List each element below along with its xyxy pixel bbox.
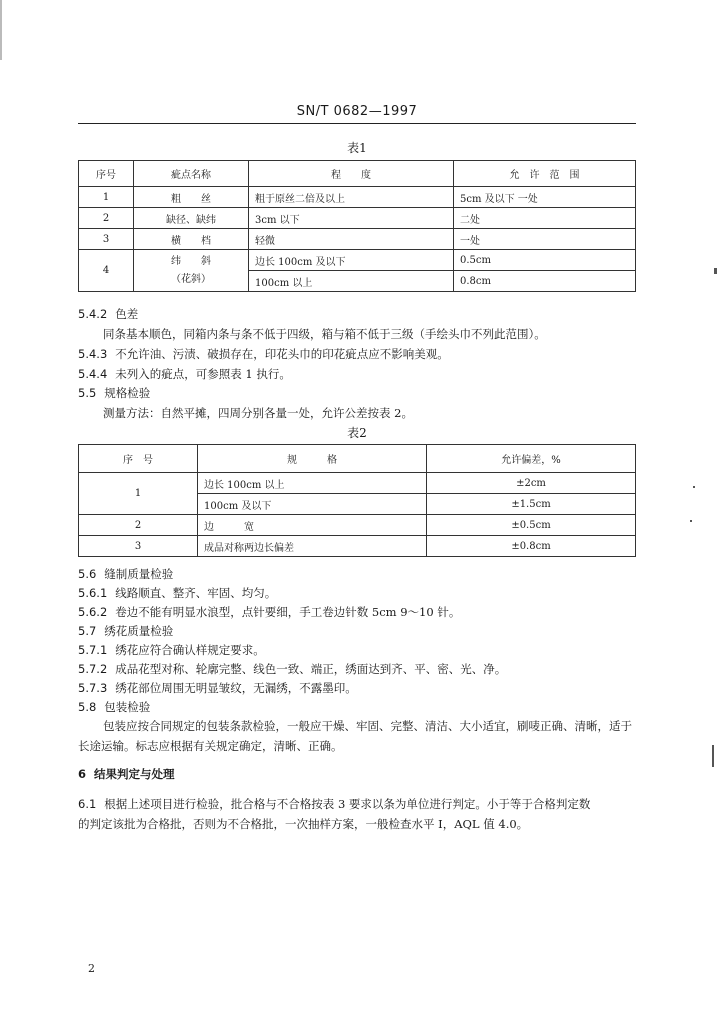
section-6-heading bbox=[78, 766, 175, 782]
table1-cell-degree: 100cm 以上 bbox=[249, 271, 454, 292]
section-5-7-2 bbox=[78, 661, 506, 677]
table2-cell-tol: ±0.5cm bbox=[427, 515, 636, 536]
table1-cell-no: 1 bbox=[79, 187, 134, 208]
table1-cell-allow: 二处 bbox=[454, 208, 636, 229]
table1-cell-degree: 粗于原丝二倍及以上 bbox=[249, 187, 454, 208]
table1-cell-allow: 5cm 及以下 一处 bbox=[454, 187, 636, 208]
table1-name-line2: （花斜） bbox=[171, 273, 211, 285]
section-number: 5.4.3 bbox=[78, 347, 108, 361]
section-title: 规格检验 bbox=[104, 386, 151, 400]
section-body: 卷边不能有明显水浪型，点针要细，手工卷边针数 5cm 9～10 针。 bbox=[115, 605, 461, 619]
table2-cell-no: 2 bbox=[79, 515, 198, 536]
table-row bbox=[79, 250, 636, 271]
scan-speck bbox=[690, 520, 692, 522]
section-number: 5.8 bbox=[78, 700, 97, 714]
section-5-4-2-body: 同条基本顺色，同箱内条与条不低于四级，箱与箱不低于三级（手绘头巾不列此范围）。 bbox=[103, 327, 546, 341]
section-body: 不允许油、污渍、破损存在，印花头巾的印花疵点应不影响美观。 bbox=[115, 347, 449, 361]
table-row bbox=[79, 473, 636, 494]
table2-cell-tol: ±2cm bbox=[427, 473, 636, 494]
table2-header-no: 序 号 bbox=[79, 445, 198, 473]
table2-cell-spec: 100cm 及以下 bbox=[198, 494, 427, 515]
table1-cell-name-multiline bbox=[134, 250, 249, 292]
section-body: 成品花型对称、轮廓完整、线色一致、端正，绣面达到齐、平、密、光、净。 bbox=[115, 662, 507, 676]
section-5-6-1 bbox=[78, 585, 276, 601]
section-body: 未列入的疵点，可参照表 1 执行。 bbox=[115, 367, 291, 381]
section-6-1-line2: 的判定该批为合格批，否则为不合格批，一次抽样方案，一般检查水平 Ⅰ，AQL 值 4.0。 bbox=[78, 817, 529, 831]
table-row bbox=[79, 229, 636, 250]
section-number: 5.7.3 bbox=[78, 681, 108, 695]
scan-speck bbox=[714, 268, 717, 274]
table1 bbox=[78, 160, 636, 292]
table1-cell-allow: 0.8cm bbox=[454, 271, 636, 292]
section-number: 5.7.2 bbox=[78, 662, 108, 676]
section-number: 5.6.2 bbox=[78, 605, 108, 619]
table2-cell-spec: 边 宽 bbox=[198, 515, 427, 536]
table1-cell-name: 缺径、缺纬 bbox=[134, 208, 249, 229]
table1-header-allow: 允 许 范 围 bbox=[454, 161, 636, 187]
section-5-5-heading bbox=[78, 385, 150, 401]
section-number: 5.4.4 bbox=[78, 367, 108, 381]
section-title: 包装检验 bbox=[104, 700, 151, 714]
table2-header-tol: 允许偏差，% bbox=[427, 445, 636, 473]
section-title: 缝制质量检验 bbox=[104, 567, 174, 581]
table-row bbox=[79, 515, 636, 536]
table2-cell-spec: 成品对称两边长偏差 bbox=[198, 536, 427, 557]
table2-header-row bbox=[79, 445, 636, 473]
table1-cell-name: 粗 丝 bbox=[134, 187, 249, 208]
table2 bbox=[78, 444, 636, 557]
section-5-6-2 bbox=[78, 604, 460, 620]
section-number: 5.7.1 bbox=[78, 643, 108, 657]
section-5-7 bbox=[78, 623, 173, 639]
section-5-4-3 bbox=[78, 346, 449, 362]
section-body: 绣花部位周围无明显皱纹，无漏绣，不露墨印。 bbox=[115, 681, 357, 695]
table1-cell-degree: 轻微 bbox=[249, 229, 454, 250]
section-number: 5.7 bbox=[78, 624, 97, 638]
section-6-1-line1 bbox=[78, 796, 590, 812]
header-rule bbox=[78, 123, 636, 124]
section-5-4-4 bbox=[78, 366, 291, 382]
scan-edge bbox=[0, 0, 2, 60]
table2-cell-no: 3 bbox=[79, 536, 198, 557]
table2-cell-tol: ±1.5cm bbox=[427, 494, 636, 515]
table1-header-no: 序号 bbox=[79, 161, 134, 187]
section-number: 5.6 bbox=[78, 567, 97, 581]
section-5-7-1 bbox=[78, 642, 265, 658]
page-number: 2 bbox=[88, 962, 95, 975]
table1-header-degree: 程 度 bbox=[249, 161, 454, 187]
section-number: 5.6.1 bbox=[78, 586, 108, 600]
section-5-8 bbox=[78, 699, 150, 715]
table1-cell-no: 2 bbox=[79, 208, 134, 229]
section-body: 线路顺直、整齐、牢固、均匀。 bbox=[115, 586, 277, 600]
table2-cell-tol: ±0.8cm bbox=[427, 536, 636, 557]
table2-caption: 表2 bbox=[347, 426, 367, 440]
table2-cell-spec: 边长 100cm 以上 bbox=[198, 473, 427, 494]
section-5-8-para-line2: 长途运输。标志应根据有关规定确定，清晰、正确。 bbox=[78, 739, 343, 753]
section-title: 结果判定与处理 bbox=[94, 767, 175, 781]
table1-cell-allow: 0.5cm bbox=[454, 250, 636, 271]
table1-header-row bbox=[79, 161, 636, 187]
section-number: 5.4.2 bbox=[78, 307, 108, 321]
section-title: 绣花质量检验 bbox=[104, 624, 174, 638]
table1-cell-degree: 边长 100cm 及以下 bbox=[249, 250, 454, 271]
table2-header-spec: 规 格 bbox=[198, 445, 427, 473]
table1-cell-no: 4 bbox=[79, 250, 134, 292]
section-number: 5.5 bbox=[78, 386, 97, 400]
table-row bbox=[79, 536, 636, 557]
table1-cell-allow: 一处 bbox=[454, 229, 636, 250]
table1-caption: 表1 bbox=[347, 141, 367, 155]
scan-speck bbox=[693, 486, 695, 488]
section-title: 色差 bbox=[115, 307, 139, 321]
scan-speck bbox=[712, 745, 714, 767]
section-5-7-3 bbox=[78, 680, 357, 696]
table2-cell-no: 1 bbox=[79, 473, 198, 515]
table1-name-line1: 纬 斜 bbox=[171, 255, 211, 267]
section-body: 根据上述项目进行检验，批合格与不合格按表 3 要求以条为单位进行判定。小于等于合格判定数 bbox=[104, 797, 591, 811]
section-5-4-2-heading bbox=[78, 306, 138, 322]
section-body: 绣花应符合确认样规定要求。 bbox=[115, 643, 265, 657]
table1-cell-no: 3 bbox=[79, 229, 134, 250]
table-row bbox=[79, 187, 636, 208]
section-number: 6 bbox=[78, 767, 87, 781]
section-5-8-para-line1: 包装应按合同规定的包装条款检验，一般应干燥、牢固、完整、清洁、大小适宜，刷唛正确、清晰，适于 bbox=[103, 719, 632, 733]
section-5-5-body: 测量方法：自然平摊，四周分别各量一处，允许公差按表 2。 bbox=[103, 406, 413, 420]
section-5-6 bbox=[78, 566, 173, 582]
table1-header-name: 疵点名称 bbox=[134, 161, 249, 187]
table-row bbox=[79, 208, 636, 229]
standard-number: SN/T 0682—1997 bbox=[296, 104, 418, 119]
table1-cell-degree: 3cm 以下 bbox=[249, 208, 454, 229]
table1-cell-name: 横 档 bbox=[134, 229, 249, 250]
section-number: 6.1 bbox=[78, 797, 97, 811]
